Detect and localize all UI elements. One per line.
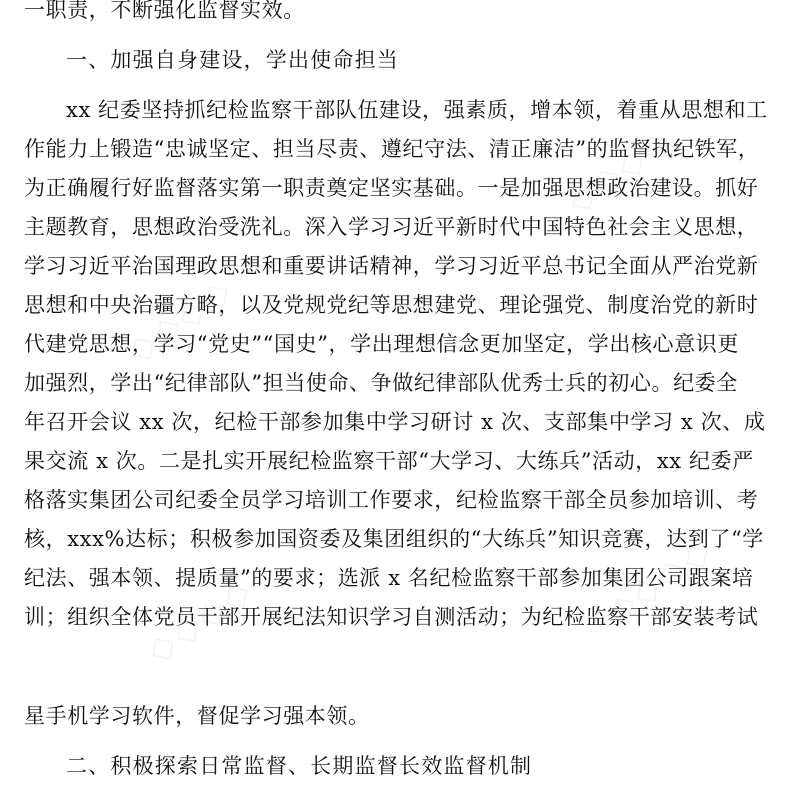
paragraph-line: 代建党思想，学习“党史”“国史”，学出理想信念更加坚定，学出核心意识更	[24, 332, 739, 356]
paragraph-line: 作能力上锻造“忠诚坚定、担当尽责、遵纪守法、清正廉洁”的监督执纪铁军，	[24, 137, 760, 161]
paragraph-continuation: 星手机学习软件，督促学习强本领。	[24, 704, 370, 728]
paragraph-line: 格落实集团公司纪委全员学习培训工作要求，纪检监察干部全员参加培训、考	[24, 488, 759, 512]
paragraph-line: 主题教育，思想政治受洗礼。深入学习习近平新时代中国特色社会主义思想，	[24, 215, 759, 239]
paragraph-line: 学习习近平治国理政思想和重要讲话精神，学习习近平总书记全面从严治党新	[24, 254, 759, 278]
section-1-heading: 一、加强自身建设，学出使命担当	[66, 48, 399, 72]
paragraph-line: 训；组织全体党员干部开展纪法知识学习自测活动；为纪检监察干部安装考试	[24, 605, 759, 629]
paragraph-line: xx 纪委坚持抓纪检监察干部队伍建设，强素质，增本领，着重从思想和工	[66, 98, 768, 122]
top-line-text: 一职责，不断强化监督实效。	[24, 0, 305, 22]
paragraph-line: 加强烈，学出“纪律部队”担当使命、争做纪律部队优秀士兵的初心。纪委全	[24, 371, 738, 395]
paragraph-line: 思想和中央治疆方略，以及党规党纪等思想建党、理论强党、制度治党的新时	[24, 293, 759, 317]
paragraph-line: 年召开会议 xx 次，纪检干部参加集中学习研讨 x 次、支部集中学习 x 次、成	[24, 410, 766, 434]
paragraph-line: 纪法、强本领、提质量”的要求；选派 x 名纪检监察干部参加集团公司跟案培	[24, 566, 754, 590]
paragraph-line: 果交流 x 次。二是扎实开展纪检监察干部“大学习、大练兵”活动，xx 纪委严	[24, 449, 754, 473]
section-2-heading: 二、积极探索日常监督、长期监督长效监督机制	[66, 754, 533, 778]
paragraph-line: 为正确履行好监督落实第一职责奠定坚实基础。一是加强思想政治建设。抓好	[24, 176, 759, 200]
paragraph-line: 核，xxx%达标；积极参加国资委及集团组织的“大练兵”知识竞赛，达到了“学	[24, 527, 764, 551]
